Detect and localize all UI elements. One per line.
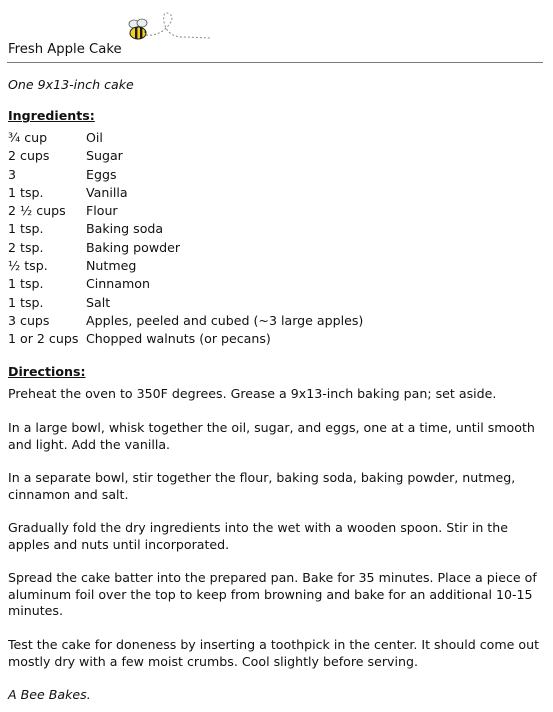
signature: A Bee Bakes. (8, 687, 91, 702)
ingredient-name: Vanilla (86, 184, 128, 200)
ingredient-name: Eggs (86, 166, 117, 182)
ingredient-name: Sugar (86, 148, 123, 164)
ingredient-row (8, 166, 363, 184)
ingredient-row (8, 220, 363, 238)
ingredient-quantity: 1 tsp. (8, 184, 44, 200)
ingredient-quantity: 3 cups (8, 312, 50, 328)
ingredient-quantity: 3 (8, 166, 17, 182)
ingredient-row (8, 147, 363, 165)
ingredient-row (8, 184, 363, 202)
direction-step: Gradually fold the dry ingredients into the wet with a wooden spoon. Stir in the apples and nuts until incorporated. (8, 520, 508, 552)
direction-step: Test the cake for doneness by inserting a toothpick in the center. It should come out mostly dry with a few moist crumbs. Cool slightly before serving. (8, 637, 540, 669)
ingredient-row (8, 275, 363, 293)
ingredient-row (8, 129, 363, 147)
ingredient-quantity: 2 ½ cups (8, 203, 66, 219)
ingredient-row (8, 202, 363, 220)
direction-step: Spread the cake batter into the prepared pan. Bake for 35 minutes. Place a piece of aluminum foil over the top to keep from browning and bake for an additional 10-15 minutes. (8, 570, 537, 618)
ingredient-quantity: 1 tsp. (8, 294, 44, 310)
recipe-yield: One 9x13-inch cake (8, 77, 134, 92)
ingredients-list (8, 129, 363, 349)
ingredient-name: Salt (86, 294, 111, 310)
ingredient-quantity: ½ tsp. (8, 258, 48, 274)
directions-heading: Directions: (8, 364, 86, 379)
ingredient-name: Flour (86, 203, 118, 219)
ingredient-name: Nutmeg (86, 258, 137, 274)
ingredient-row (8, 312, 363, 330)
direction-step: In a separate bowl, stir together the flour, baking soda, baking powder, nutmeg, cinnamon and salt. (8, 470, 516, 502)
ingredient-row (8, 330, 363, 348)
direction-step: Preheat the oven to 350F degrees. Grease a 9x13-inch baking pan; set aside. (8, 386, 497, 401)
ingredient-name: Baking soda (86, 221, 164, 237)
ingredient-name: Chopped walnuts (or pecans) (86, 331, 271, 347)
ingredient-row (8, 239, 363, 257)
ingredient-quantity: ¾ cup (8, 130, 48, 145)
ingredients-heading: Ingredients: (8, 108, 95, 123)
bee-icon (126, 10, 216, 44)
ingredient-quantity: 1 or 2 cups (8, 331, 79, 347)
direction-step: In a large bowl, whisk together the oil, sugar, and eggs, one at a time, until smooth and light. Add the vanilla. (8, 420, 535, 452)
ingredient-row (8, 257, 363, 275)
ingredient-name: Oil (86, 130, 103, 145)
ingredient-name: Apples, peeled and cubed (~3 large apples) (86, 312, 364, 328)
title-divider (7, 62, 543, 63)
ingredient-row (8, 294, 363, 312)
recipe-title: Fresh Apple Cake (8, 42, 122, 57)
ingredient-quantity: 1 tsp. (8, 221, 44, 237)
ingredient-quantity: 1 tsp. (8, 276, 44, 292)
ingredient-quantity: 2 tsp. (8, 239, 44, 255)
ingredient-name: Cinnamon (86, 276, 150, 292)
ingredient-name: Baking powder (86, 239, 181, 255)
ingredient-quantity: 2 cups (8, 148, 50, 164)
